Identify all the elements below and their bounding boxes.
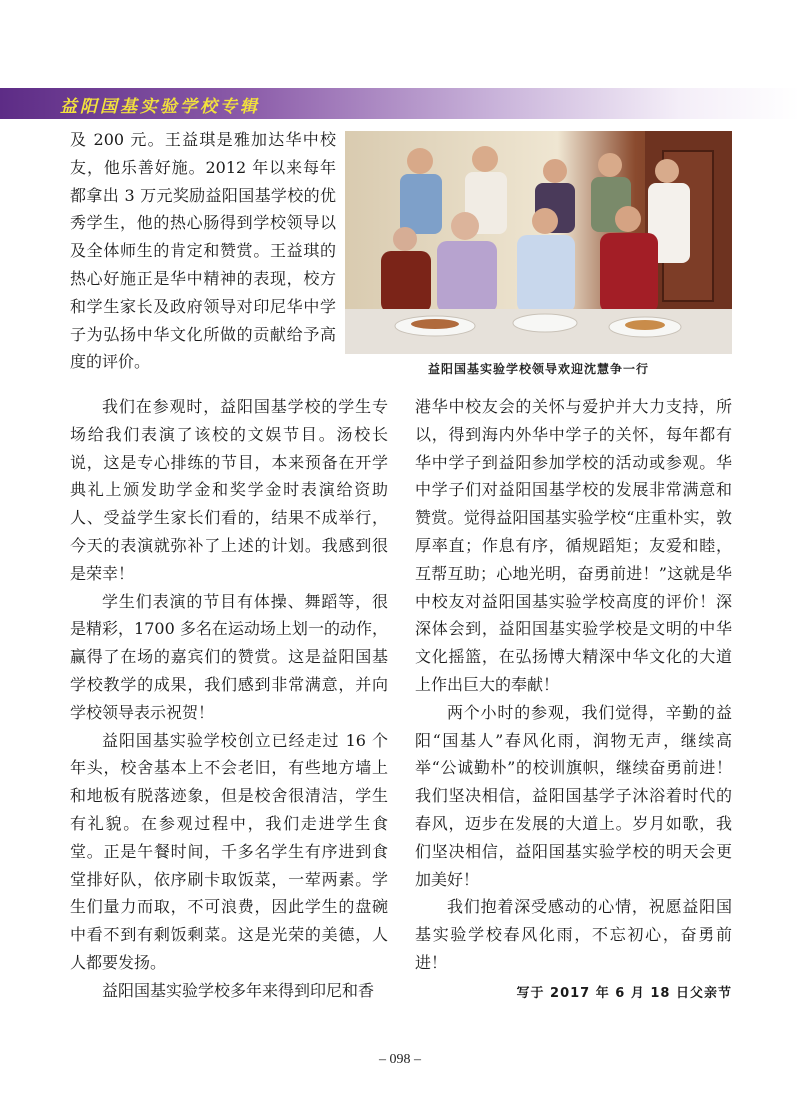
header-banner: [0, 88, 800, 119]
photo-caption: 益阳国基实验学校领导欢迎沈慧争一行: [427, 362, 649, 376]
paragraph: 益阳国基实验学校多年来得到印尼和香: [102, 980, 375, 1000]
group-photo: [345, 131, 732, 354]
paragraph: 港华中校友会的关怀与爱护并大力支持，所以，得到海内外华中学子的关怀，每年都有华中学子到益阳参加学校的活动或参观。华中学子们对益阳国基学校的发展非常满意和赞赏。觉得益阳国基实验学校“庄重朴实，敦厚率直；作息有序，循规蹈矩；友爱和睦，互帮互助；心地光明，奋勇前进！”这就是华中校友对益阳国基实验学校高度的评价！深深体会到，益阳国基实验学校是文明的中华文化摇篮，在弘扬博大精深中华文化的大道上作出巨大的奉献！: [415, 397, 732, 694]
paragraph: 我们抱着深受感动的心情，祝愿益阳国基实验学校春风化雨，不忘初心，奋勇前进！: [415, 897, 732, 972]
paragraph: 我们在参观时，益阳国基学校的学生专场给我们表演了该校的文娱节目。汤校长说，这是专心排练的节目，本来预备在开学典礼上颁发助学金和奖学金时表演给资助人、受益学生家长们看的，结果不成举行，今天的表演就弥补了上述的计划。我感到很是荣幸！: [70, 397, 388, 583]
article-signature: 写于 2017 年 6 月 18 日父亲节: [516, 986, 732, 1001]
section-title: 益阳国基实验学校专辑: [60, 97, 260, 117]
article-left-column: [70, 393, 388, 1005]
group-photo-illustration: [345, 131, 732, 354]
paragraph: 学生们表演的节目有体操、舞蹈等，很是精彩，1700 多名在运动场上划一的动作，赢得了在场的嘉宾们的赞赏。这是益阳国基学校教学的成果，我们感到非常满意，并向学校领导表示祝贺！: [70, 591, 388, 722]
paragraph: 益阳国基实验学校创立已经走过 16 个年头，校舍基本上不会老旧，有些地方墙上和地板有脱落迹象，但是校舍很清洁，学生有礼貌。在参观过程中，我们走进学生食堂。正是午餐时间，千多名学生有序进到食堂排好队，依序刷卡取饭菜，一荤两素。学生们量力而取，不可浪费，因此学生的盘碗中看不到有剩饭剩菜。这是光荣的美德，人人都要发扬。: [70, 730, 388, 972]
paragraph: 及 200 元。王益琪是雅加达华中校友，他乐善好施。2012 年以来每年都拿出 3 万元奖励益阳国基学校的优秀学生，他的热心肠得到学校领导以及全体师生的肯定和赞赏。王益琪的热心好施正是华中精神的表现，校方和学生家长及政府领导对印尼华中学子为弘扬中华文化所做的贡献给予高度的评价。: [70, 130, 336, 372]
paragraph: 两个小时的参观，我们觉得，辛勤的益阳“国基人”春风化雨，润物无声，继续高举“公诚勤朴”的校训旗帜，继续奋勇前进！我们坚决相信，益阳国基学子沐浴着时代的春风，迈步在发展的大道上。岁月如歌，我们坚决相信，益阳国基实验学校的明天会更加美好！: [415, 702, 732, 889]
page-number: – 098 –: [379, 1052, 421, 1067]
article-top-text: [70, 126, 336, 376]
article-right-column: [415, 393, 732, 977]
